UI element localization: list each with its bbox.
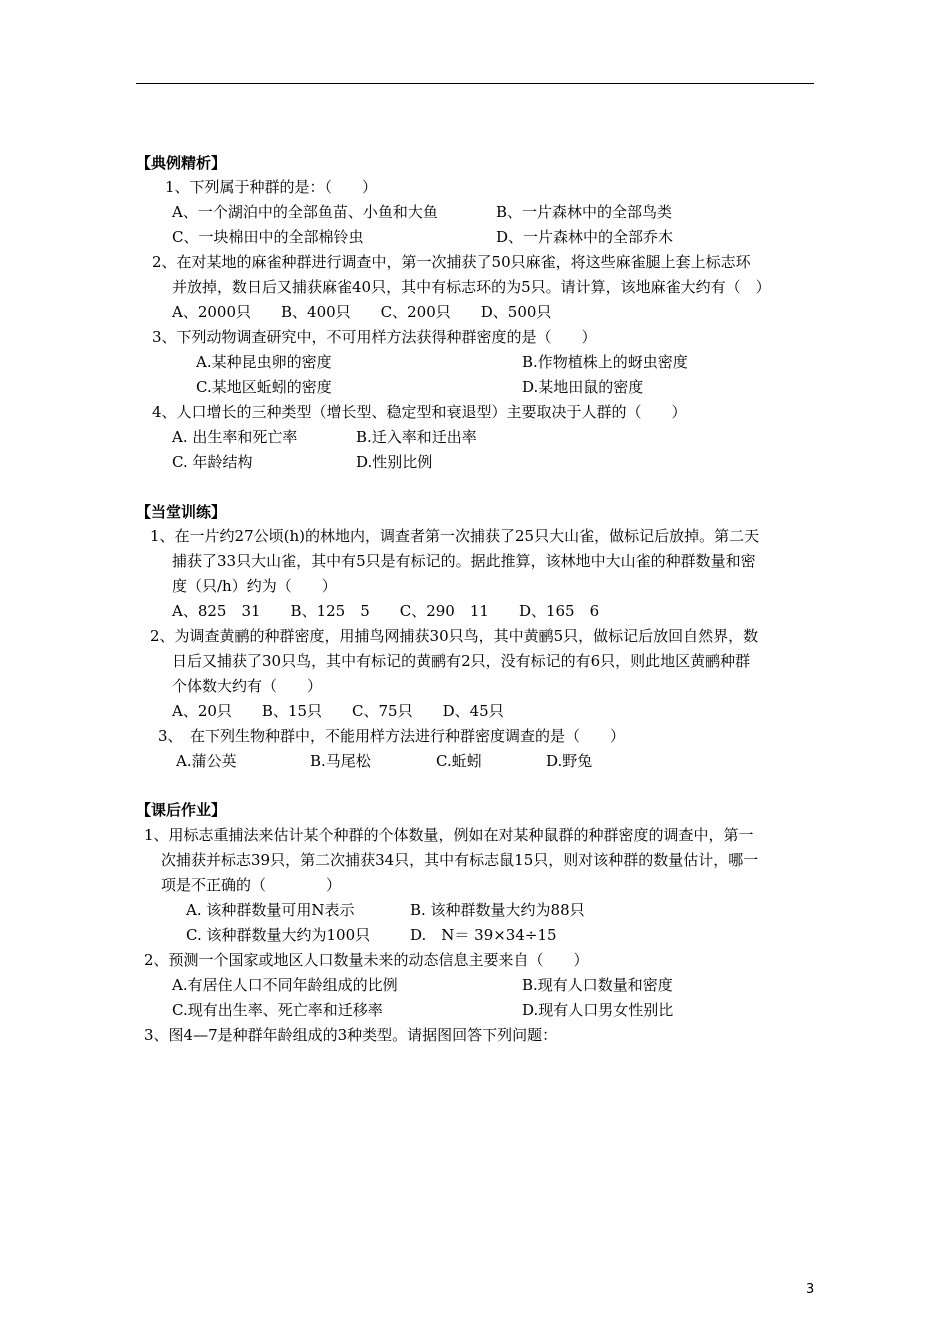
header-rule [136,83,814,84]
homework-2-option-a: A.有居住人口不同年龄组成的比例 [172,976,398,994]
practice-1-options: A、825 31 B、125 5 C、290 11 D、165 6 [172,602,600,620]
question-3-option-b: B.作物植株上的蚜虫密度 [522,353,688,371]
question-3-option-d: D.某地田鼠的密度 [522,378,644,396]
section-heading-examples: 【典例精析】 [136,154,227,172]
question-1-stem: 1、下列属于种群的是：（ ） [165,178,378,196]
question-1-option-b: B、一片森林中的全部鸟类 [496,203,673,221]
practice-1-line-3: 度（只/h）约为（ ） [172,577,337,595]
question-3-stem: 3、下列动物调查研究中，不可用样方法获得种群密度的是（ ） [152,328,597,346]
section-heading-practice: 【当堂训练】 [136,503,227,521]
question-3-option-a: A.某种昆虫卵的密度 [196,353,332,371]
question-4-option-d: D.性别比例 [356,453,433,471]
homework-2-option-b: B.现有人口数量和密度 [522,976,673,994]
practice-2-options: A、20只 B、15只 C、75只 D、45只 [172,702,504,720]
practice-3-option-d: D.野兔 [546,752,593,770]
question-2-line-2: 并放掉，数日后又捕获麻雀40只，其中有标志环的为5只。请计算，该地麻雀大约有（ ） [172,278,771,296]
practice-1-line-1: 1、在一片约27公顷(h)的林地内，调查者第一次捕获了25只大山雀，做标记后放掉。第二天 [150,527,760,545]
homework-3-stem: 3、图4—7是种群年龄组成的3种类型。请据图回答下列问题： [144,1026,558,1044]
homework-2-option-c: C.现有出生率、死亡率和迁移率 [172,1001,383,1019]
practice-2-line-1: 2、为调查黄鹂的种群密度，用捕鸟网捕获30只鸟，其中黄鹂5只，做标记后放回自然界，数 [150,627,759,645]
practice-3-option-a: A.蒲公英 [176,752,237,770]
practice-3-option-b: B.马尾松 [310,752,371,770]
homework-1-line-3: 项是不正确的（ ） [161,876,342,894]
question-1-option-a: A、一个湖泊中的全部鱼苗、小鱼和大鱼 [172,203,438,221]
practice-2-line-3: 个体数大约有（ ） [172,677,323,695]
practice-1-line-2: 捕获了33只大山雀，其中有5只是有标记的。据此推算，该林地中大山雀的种群数量和密 [172,552,756,570]
page-number: 3 [806,1282,815,1297]
question-1-option-d: D、一片森林中的全部乔木 [496,228,674,246]
question-3-option-c: C.某地区蚯蚓的密度 [196,378,332,396]
homework-1-option-a: A. 该种群数量可用N表示 [186,901,355,919]
question-1-option-c: C、一块棉田中的全部棉铃虫 [172,228,364,246]
homework-1-option-b: B. 该种群数量大约为88只 [410,901,585,919]
homework-1-option-d: D. N＝ 39×34÷15 [410,926,557,944]
question-4-option-b: B.迁入率和迁出率 [356,428,477,446]
question-4-option-a: A. 出生率和死亡率 [172,428,298,446]
question-2-line-1: 2、在对某地的麻雀种群进行调查中，第一次捕获了50只麻雀，将这些麻雀腿上套上标志环 [152,253,751,271]
homework-2-stem: 2、预测一个国家或地区人口数量未来的动态信息主要来自（ ） [144,951,589,969]
question-4-stem: 4、人口增长的三种类型（增长型、稳定型和衰退型）主要取决于人群的（ ） [152,403,687,421]
practice-3-stem: 3、 在下列生物种群中，不能用样方法进行种群密度调查的是（ ） [158,727,626,745]
practice-3-option-c: C.蚯蚓 [436,752,482,770]
practice-2-line-2: 日后又捕获了30只鸟，其中有标记的黄鹂有2只，没有标记的有6只，则此地区黄鹂种群 [172,652,751,670]
section-heading-homework: 【课后作业】 [136,801,227,819]
homework-1-option-c: C. 该种群数量大约为100只 [186,926,371,944]
question-2-options: A、2000只 B、400只 C、200只 D、500只 [172,303,552,321]
homework-1-line-2: 次捕获并标志39只，第二次捕获34只，其中有标志鼠15只，则对该种群的数量估计，哪一 [161,851,759,869]
homework-1-line-1: 1、用标志重捕法来估计某个种群的个体数量，例如在对某种鼠群的种群密度的调查中，第一 [144,826,754,844]
homework-2-option-d: D.现有人口男女性别比 [522,1001,674,1019]
question-4-option-c: C. 年龄结构 [172,453,253,471]
